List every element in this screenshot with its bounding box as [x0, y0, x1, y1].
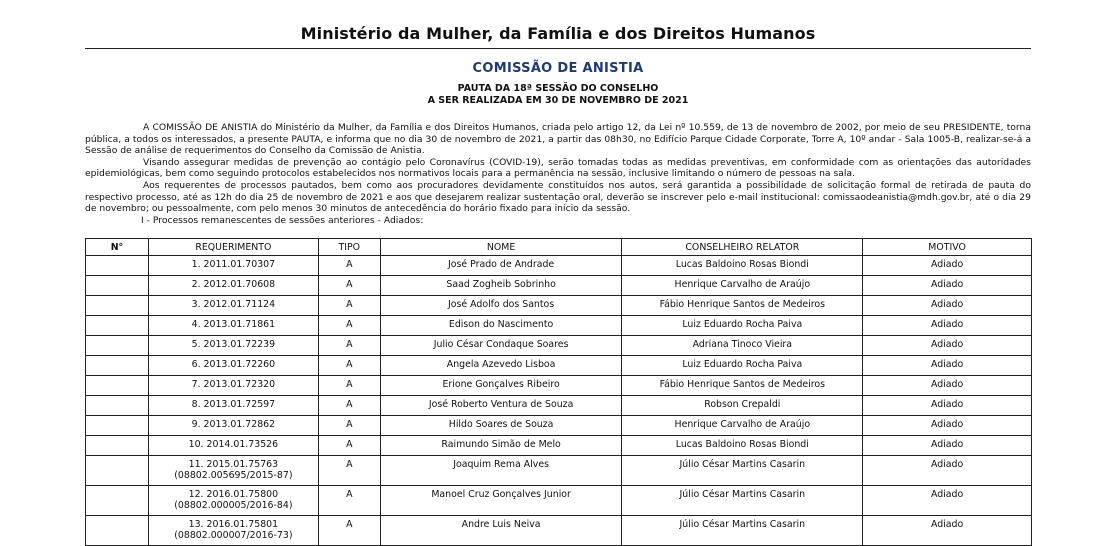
cell-requerimento — [148, 436, 318, 456]
table-row — [86, 296, 1032, 316]
cell-relator: Júlio César Martins Casarin — [622, 486, 863, 516]
cell-number — [86, 336, 149, 356]
table-row — [86, 276, 1032, 296]
header-number: N° — [86, 239, 149, 256]
table-row — [86, 416, 1032, 436]
cell-nome: Andre Luis Neiva — [380, 516, 622, 546]
announcement-text — [85, 122, 1031, 226]
table-row — [86, 256, 1032, 276]
cell-nome: José Roberto Ventura de Souza — [380, 396, 622, 416]
cell-motivo: Adiado — [863, 316, 1032, 336]
requerimento-number: 6. 2013.01.72260 — [191, 359, 276, 370]
cell-relator: Adriana Tinoco Vieira — [622, 336, 863, 356]
cell-tipo: A — [318, 486, 380, 516]
cell-number — [86, 516, 149, 546]
cell-tipo: A — [318, 456, 380, 486]
cell-motivo: Adiado — [863, 296, 1032, 316]
cell-motivo: Adiado — [863, 436, 1032, 456]
cell-motivo: Adiado — [863, 516, 1032, 546]
cell-motivo: Adiado — [863, 376, 1032, 396]
table-row — [86, 436, 1032, 456]
cell-number — [86, 276, 149, 296]
requerimento-number: 7. 2013.01.72320 — [191, 379, 276, 390]
cell-requerimento — [148, 456, 318, 486]
table-row — [86, 336, 1032, 356]
cell-requerimento — [148, 276, 318, 296]
cell-nome: Julio César Condaque Soares — [380, 336, 622, 356]
cell-nome: José Prado de Andrade — [380, 256, 622, 276]
cell-number — [86, 456, 149, 486]
cell-requerimento — [148, 296, 318, 316]
cell-relator: Fábio Henrique Santos de Medeiros — [622, 376, 863, 396]
cell-tipo: A — [318, 376, 380, 396]
cell-motivo: Adiado — [863, 396, 1032, 416]
requerimento-number: 10. 2014.01.73526 — [188, 439, 279, 450]
requerimento-number: 11. 2015.01.75763 — [188, 459, 279, 470]
requerimento-number: 5. 2013.01.72239 — [191, 339, 276, 350]
cell-motivo: Adiado — [863, 486, 1032, 516]
requerimento-process-number: (08802.000007/2016-73) — [174, 530, 293, 541]
paragraph-1: A COMISSÃO DE ANISTIA do Ministério da Mulher, da Família e dos Direitos Humanos, criada pelo artigo 12, da Lei nº 10.559, de 13 de novembro de 2002, por meio de seu PRESIDENTE, torna pública, a todos os interessados, a presente PAUTA, e informa que no dia 30 de novembro de 2021, a partir das 08h30, no Edifício Parque Cidade Corporate, Torre A, 10º andar - Sala 1005-B, realizar-se-á a Sessão de análise de requerimentos do Conselho da Comissão de Anistia. — [85, 122, 1031, 157]
ministry-title: Ministério da Mulher, da Família e dos Direitos Humanos — [300, 24, 816, 43]
header-requerimento: REQUERIMENTO — [148, 239, 318, 256]
cell-number — [86, 316, 149, 336]
paragraph-2: Visando assegurar medidas de prevenção ao contágio pelo Coronavírus (COVID-19), serão tomadas todas as medidas preventivas, em conformidade com as orientações das autoridades epidemiológicas, bem como seguindo protocolos estabelecidos nos normativos locais para a permanência na sessão, inclusive limitando o número de pessoas na sala. — [85, 156, 1031, 180]
table-row — [86, 356, 1032, 376]
cell-number — [86, 396, 149, 416]
cell-nome: Erione Gonçalves Ribeiro — [380, 376, 622, 396]
requerimento-number: 2. 2012.01.70608 — [191, 279, 276, 290]
cell-nome: Raimundo Simão de Melo — [380, 436, 622, 456]
commission-title: COMISSÃO DE ANISTIA — [472, 61, 644, 76]
requerimento-process-number: (08802.005695/2015-87) — [174, 470, 293, 481]
table-body — [86, 256, 1032, 546]
cell-motivo: Adiado — [863, 356, 1032, 376]
cell-tipo: A — [318, 416, 380, 436]
header-tipo: TIPO — [318, 239, 380, 256]
requerimento-process-number: (08802.000005/2016-84) — [174, 500, 293, 511]
cell-tipo: A — [318, 256, 380, 276]
cell-requerimento — [148, 416, 318, 436]
requerimento-number: 8. 2013.01.72597 — [191, 399, 276, 410]
cell-relator: Robson Crepaldi — [622, 396, 863, 416]
cell-tipo: A — [318, 336, 380, 356]
header-relator: CONSELHEIRO RELATOR — [622, 239, 863, 256]
cell-number — [86, 356, 149, 376]
header-motivo: MOTIVO — [863, 239, 1032, 256]
table-row — [86, 486, 1032, 516]
cell-number — [86, 296, 149, 316]
cell-tipo: A — [318, 316, 380, 336]
cell-number — [86, 376, 149, 396]
cell-motivo: Adiado — [863, 276, 1032, 296]
table-row — [86, 516, 1032, 546]
cell-number — [86, 436, 149, 456]
cell-relator: Lucas Baldoino Rosas Biondi — [622, 256, 863, 276]
requerimento-number: 3. 2012.01.71124 — [191, 299, 276, 310]
cell-tipo: A — [318, 296, 380, 316]
pauta-line-2: A SER REALIZADA EM 30 DE NOVEMBRO DE 2021 — [427, 95, 689, 106]
cell-nome: Joaquim Rema Alves — [380, 456, 622, 486]
cell-tipo: A — [318, 276, 380, 296]
cell-requerimento — [148, 316, 318, 336]
pauta-line-1: PAUTA DA 18ª SESSÃO DO CONSELHO — [457, 83, 659, 94]
cell-relator: Júlio César Martins Casarin — [622, 456, 863, 486]
cell-nome: Saad Zogheib Sobrinho — [380, 276, 622, 296]
cell-requerimento — [148, 486, 318, 516]
cell-relator: Luiz Eduardo Rocha Paiva — [622, 356, 863, 376]
requerimento-number: 9. 2013.01.72862 — [191, 419, 276, 430]
cell-requerimento — [148, 376, 318, 396]
cell-motivo: Adiado — [863, 456, 1032, 486]
cell-relator: Henrique Carvalho de Araújo — [622, 416, 863, 436]
cell-number — [86, 256, 149, 276]
table-row — [86, 396, 1032, 416]
process-table — [85, 238, 1032, 546]
cell-motivo: Adiado — [863, 256, 1032, 276]
cell-nome: Edison do Nascimento — [380, 316, 622, 336]
cell-relator: Luiz Eduardo Rocha Paiva — [622, 316, 863, 336]
cell-relator: Henrique Carvalho de Araújo — [622, 276, 863, 296]
requerimento-number: 13. 2016.01.75801 — [188, 519, 279, 530]
cell-tipo: A — [318, 356, 380, 376]
cell-requerimento — [148, 256, 318, 276]
table-row — [86, 456, 1032, 486]
header-nome: NOME — [380, 239, 622, 256]
cell-requerimento — [148, 396, 318, 416]
requerimento-number: 12. 2016.01.75800 — [188, 489, 279, 500]
cell-tipo: A — [318, 396, 380, 416]
pauta-heading — [85, 83, 1031, 107]
cell-requerimento — [148, 356, 318, 376]
cell-motivo: Adiado — [863, 416, 1032, 436]
table-row — [86, 316, 1032, 336]
cell-relator: Fábio Henrique Santos de Medeiros — [622, 296, 863, 316]
requerimento-number: 4. 2013.01.71861 — [191, 319, 276, 330]
table-row — [86, 376, 1032, 396]
cell-relator: Júlio César Martins Casarin — [622, 516, 863, 546]
cell-tipo: A — [318, 516, 380, 546]
cell-nome: Angela Azevedo Lisboa — [380, 356, 622, 376]
cell-relator: Lucas Baldoino Rosas Biondi — [622, 436, 863, 456]
cell-requerimento — [148, 516, 318, 546]
cell-number — [86, 416, 149, 436]
cell-tipo: A — [318, 436, 380, 456]
table-header-row — [86, 239, 1032, 256]
cell-nome: Manoel Cruz Gonçalves Junior — [380, 486, 622, 516]
cell-nome: Hildo Soares de Souza — [380, 416, 622, 436]
requerimento-number: 1. 2011.01.70307 — [191, 259, 276, 270]
cell-number — [86, 486, 149, 516]
cell-requerimento — [148, 336, 318, 356]
section-title: I - Processos remanescentes de sessões anteriores - Adiados: — [141, 214, 424, 226]
title-divider — [85, 48, 1031, 49]
paragraph-3: Aos requerentes de processos pautados, bem como aos procuradores devidamente constituídos nos autos, será garantida a possibilidade de solicitação formal de retirada de pauta do respectivo processo, até as 12h do dia 25 de novembro de 2021 e aos que desejarem realizar sustentação oral, deverão se inscrever pelo e-mail institucional: comissaodeanistia@mdh.gov.br, até o dia 29 de novembro; ou pessoalmente, com pelo menos 30 minutos de antecedência do horário fixado para início da sessão. — [85, 179, 1031, 215]
cell-nome: José Adolfo dos Santos — [380, 296, 622, 316]
cell-motivo: Adiado — [863, 336, 1032, 356]
